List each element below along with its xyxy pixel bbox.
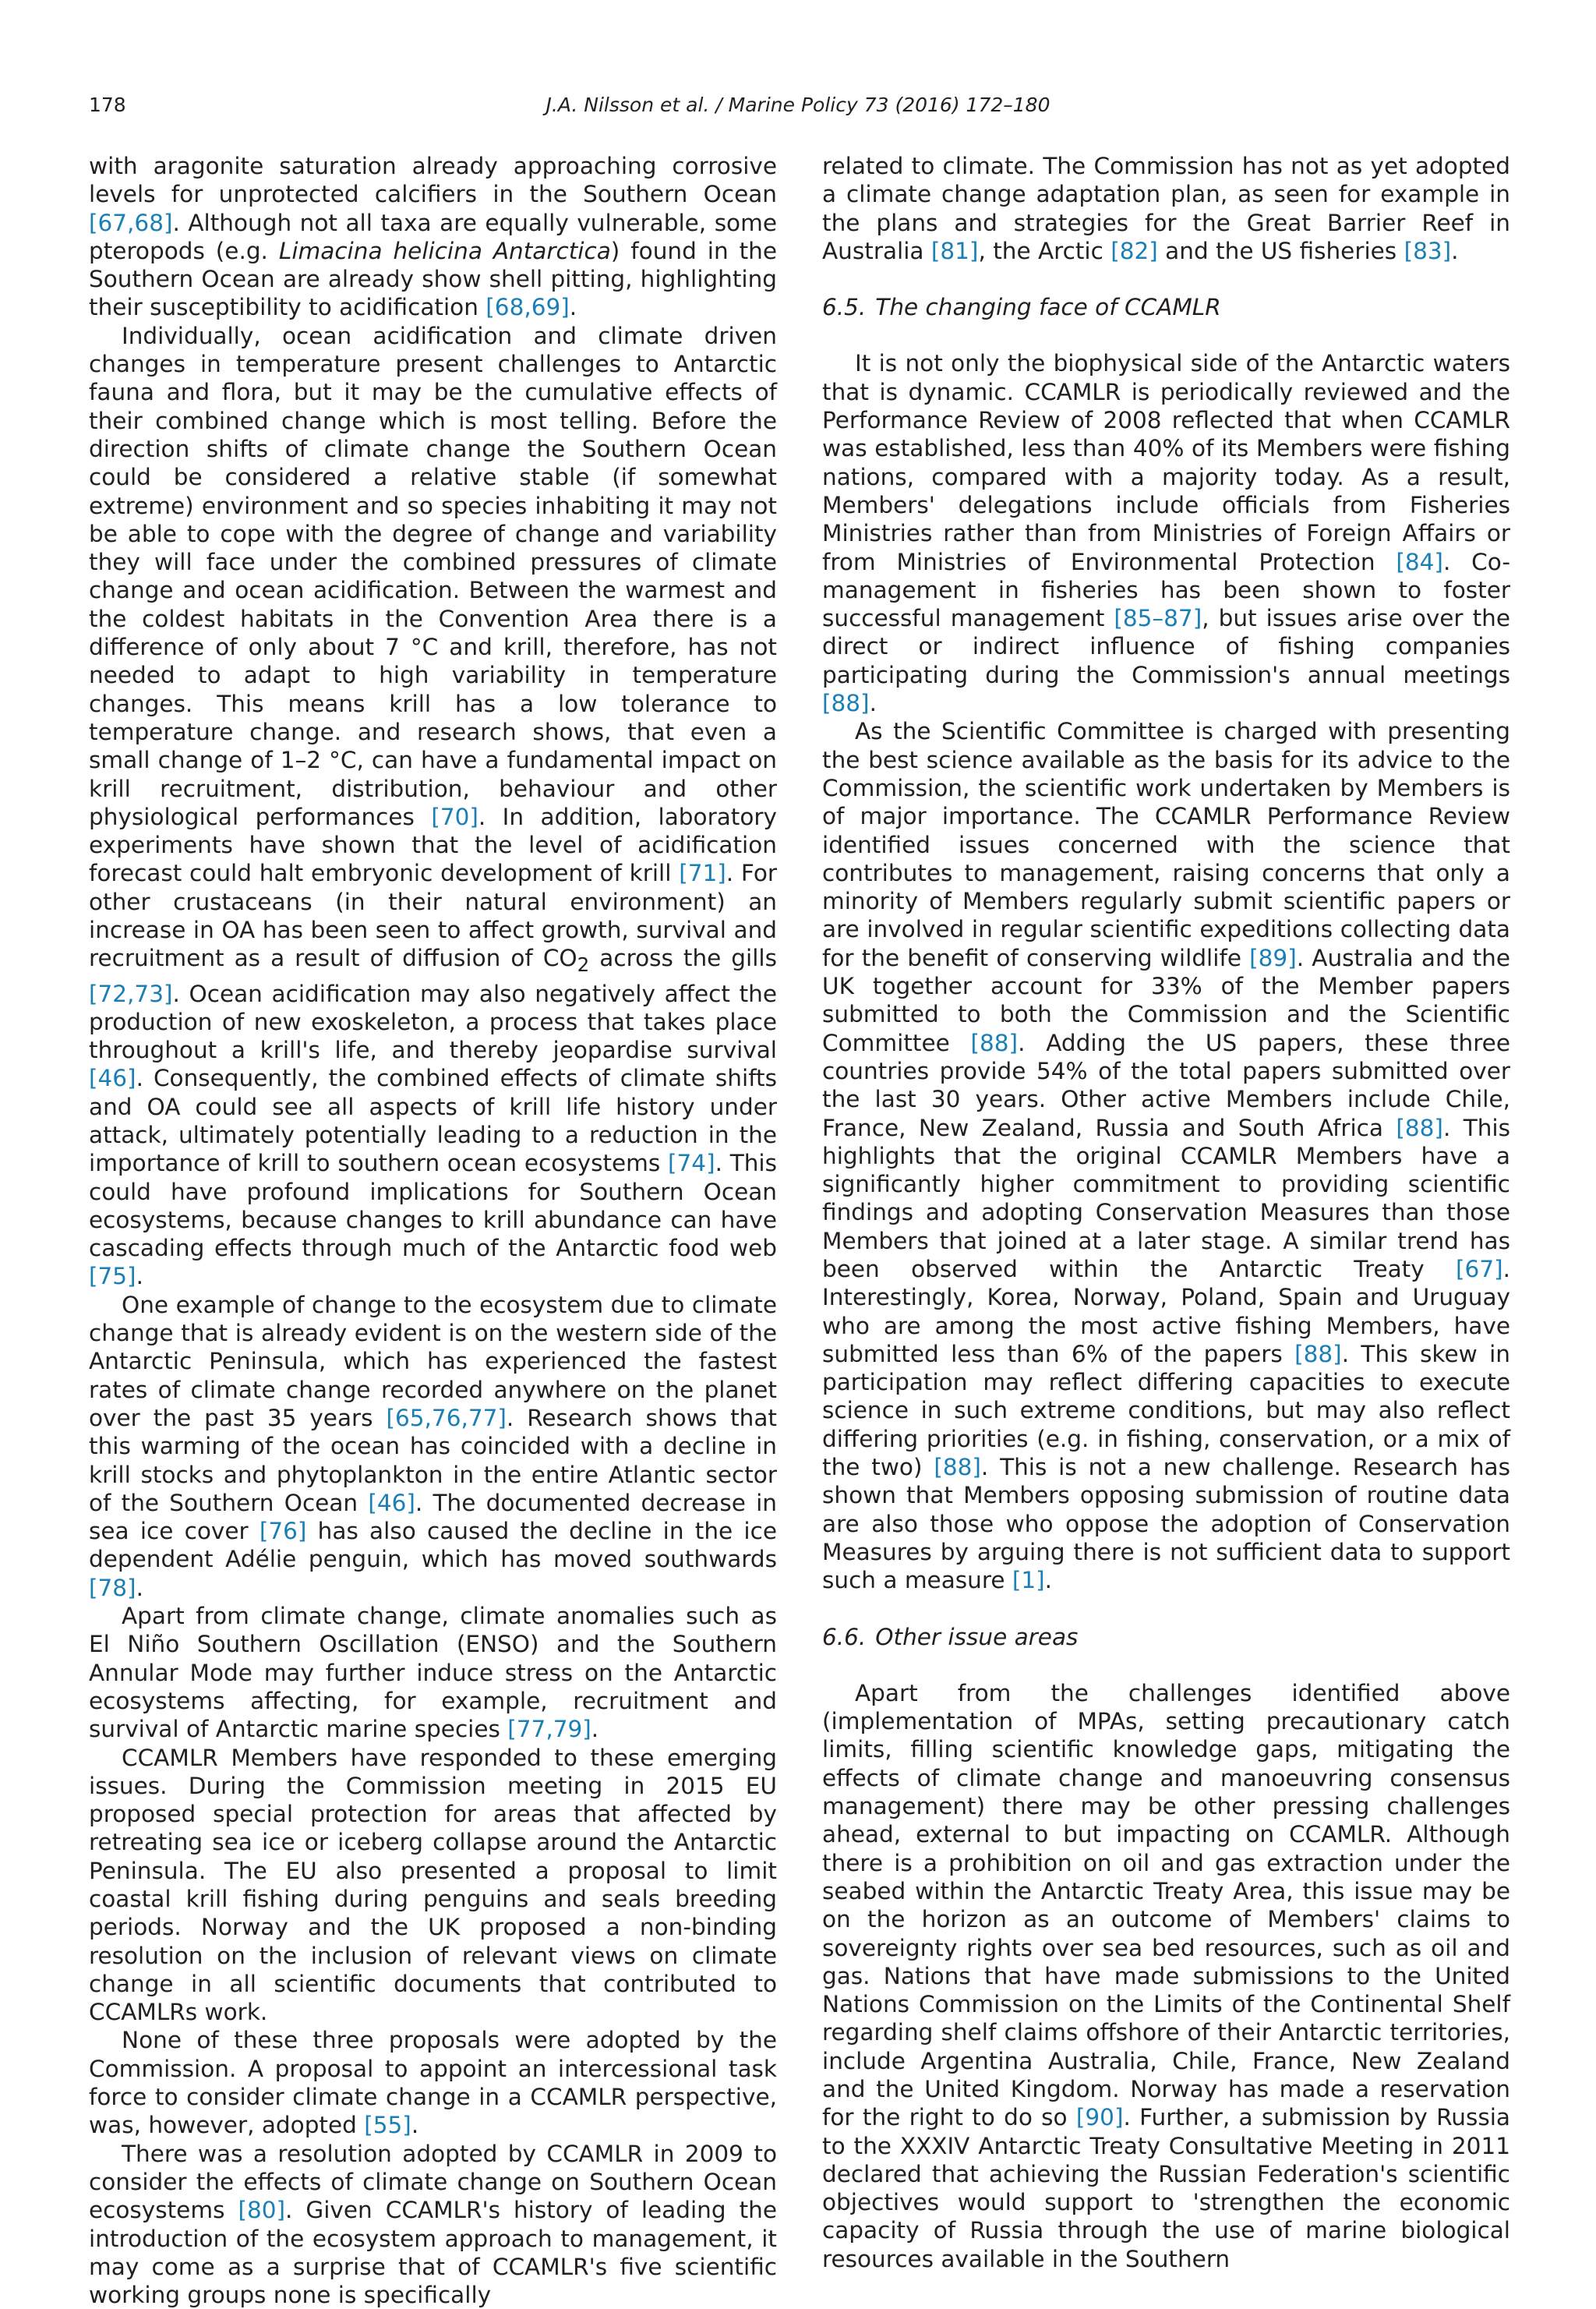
paragraph: None of these three proposals were adopted by the Commission. A proposal to appoint an intercessional task force to consider climate change in a CCAMLR perspective, was, however, adopted [55]. xyxy=(89,2027,777,2139)
citation-link[interactable]: [76] xyxy=(259,1518,307,1545)
citation-link[interactable]: [78] xyxy=(89,1574,136,1601)
citation-link[interactable]: [89] xyxy=(1249,944,1297,971)
citation-link[interactable]: [90] xyxy=(1075,2104,1124,2131)
section-heading: 6.6. Other issue areas xyxy=(822,1623,1079,1650)
paragraph: Apart from climate change, climate anomalies such as El Niño Southern Oscillation (ENSO) and the Southern Annular Mode may further induce stress on the Antarctic ecosystems affecting, for example, recruitment and survival of Antarctic marine species [77,79]. xyxy=(89,1603,777,1743)
citation-link[interactable]: [88] xyxy=(1396,1114,1443,1141)
citation-link[interactable]: [55] xyxy=(364,2112,411,2139)
species-name: Limacina helicina Antarctica xyxy=(278,237,611,264)
citation-link[interactable]: [88] xyxy=(1294,1340,1342,1367)
citation-link[interactable]: [1] xyxy=(1012,1567,1045,1594)
citation-link[interactable]: [77,79] xyxy=(507,1716,591,1743)
citation-link[interactable]: [88] xyxy=(934,1454,981,1481)
citation-link[interactable]: [67] xyxy=(1456,1255,1503,1282)
page-number: 178 xyxy=(89,94,126,116)
citation-link[interactable]: [81] xyxy=(930,237,979,264)
citation-link[interactable]: [80] xyxy=(238,2197,285,2224)
paragraph: with aragonite saturation already approaching corrosive levels for unprotected calcifiers in the Southern Ocean [67,68]. Although not all taxa are equally vulnerable, some pteropods (e.g. Limacina helicina Antarctica) found in the Southern Ocean are already show shell pitting, highlighting their susceptibility to acidification [68,69]. xyxy=(89,153,778,321)
section-heading: 6.5. The changing face of CCAMLR xyxy=(822,294,1221,321)
citation-link[interactable]: [46] xyxy=(89,1065,136,1092)
citation-link[interactable]: [72,73] xyxy=(89,980,173,1007)
citation-link[interactable]: [71] xyxy=(679,860,726,887)
citation-link[interactable]: [85–87] xyxy=(1114,605,1202,632)
citation-link[interactable]: [68,69] xyxy=(486,294,570,321)
citation-link[interactable]: [46] xyxy=(368,1489,415,1516)
citation-link[interactable]: [67,68] xyxy=(89,209,173,236)
paragraph: CCAMLR Members have responded to these emerging issues. During the Commission meeting in 2015 EU proposed special protection for areas that affected by retreating sea ice or iceberg collapse around the Antarctic Peninsula. The EU also presented a proposal to limit coastal krill fishing during penguins and seals breeding periods. Norway and the UK proposed a non-binding resolution on the inclusion of relevant views on climate change in all scientific documents that contributed to CCAMLRs work. xyxy=(89,1744,777,2026)
paragraph: There was a resolution adopted by CCAMLR in 2009 to consider the effects of climate change on Southern Ocean ecosystems [80]. Given CCAMLR's history of leading the introduction of the ecosystem approach to management, it may come as a surprise that of CCAMLR's five scientific working groups none is specifically xyxy=(89,2140,777,2309)
paragraph: One example of change to the ecosystem due to climate change that is already evident is on the western side of the Antarctic Peninsula, which has experienced the fastest rates of climate change recorded anywhere on the planet over the past 35 years [65,76,77]. Research shows that this warming of the ocean has coincided with a decline in krill stocks and phytoplankton in the entire Atlantic sector of the Southern Ocean [46]. The documented decrease in sea ice cover [76] has also caused the decline in the ice dependent Adélie penguin, which has moved southwards [78]. xyxy=(89,1291,778,1601)
paragraph: It is not only the biophysical side of the Antarctic waters that is dynamic. CCAMLR is periodically reviewed and the Performance Review of 2008 reflected that when CCAMLR was established, less than 40% of its Members were fishing nations, compared with a majority today. As a result, Members' delegations include officials from Fisheries Ministries rather than from Ministries of Foreign Affairs or from Ministries of Environmental Protection [84]. Co-management in fisheries has been shown to foster successful management [85–87], but issues arise over the direct or indirect influence of fishing companies participating during the Commission's annual meetings [88]. xyxy=(822,350,1510,717)
paragraph: Apart from the challenges identified above (implementation of MPAs, setting precautionary catch limits, filling scientific knowledge gaps, mitigating the effects of climate change and manoeuvring consensus management) there may be other pressing challenges ahead, external to but impacting on CCAMLR. Although there is a prohibition on oil and gas extraction under the seabed within the Antarctic Treaty Area, this issue may be on the horizon as an outcome of Members' claims to sovereignty rights over sea bed resources, such as oil and gas. Nations that have made submissions to the United Nations Commission on the Limits of the Continental Shelf regarding shelf claims offshore of their Antarctic territories, include Argentina Australia, Chile, France, New Zealand and the United Kingdom. Norway has made a reservation for the right to do so [90]. Further, a submission by Russia to the XXXIV Antarctic Treaty Consultative Meeting in 2011 declared that achieving the Russian Federation's scientific objectives would support to 'strengthen the economic capacity of Russia through the use of marine biological resources available in the Southern xyxy=(822,1679,1510,2272)
citation-link[interactable]: [83] xyxy=(1404,237,1452,264)
citation-link[interactable]: [70] xyxy=(431,803,478,830)
paragraph: As the Scientific Committee is charged with presenting the best science available as the basis for its advice to the Commission, the scientific work undertaken by Members is of major importance. The CCAMLR Performance Review identified issues concerned with the science that contributes to management, raising concerns that only a minority of Members regularly submit scientific papers or are involved in regular scientific expeditions collecting data for the benefit of conserving wildlife [89]. Australia and the UK together account for 33% of the Member papers submitted to both the Commission and the Scientific Committee [88]. Adding the US papers, these three countries provide 54% of the total papers submitted over the last 30 years. Other active Members include Chile, France, New Zealand, Russia and South Africa [88]. This highlights that the original CCAMLR Members have a significantly higher commitment to providing scientific findings and adopting Conservation Measures than those Members that joined at a later stage. A similar trend has been observed within the Antarctic Treaty [67]. Interestingly, Korea, Norway, Poland, Spain and Uruguay who are among the most active fishing Members, have submitted less than 6% of the papers [88]. This skew in participation may reflect differing capacities to execute science in such extreme conditions, but may also reflect differing priorities (e.g. in fishing, conservation, or a mix of the two) [88]. This is not a new challenge. Research has shown that Members opposing submission of routine data are also those who oppose the adoption of Conservation Measures by arguing there is not sufficient data to support such a measure [1]. xyxy=(822,718,1510,1594)
paragraph: related to climate. The Commission has not as yet adopted a climate change adaptation plan, as seen for example in the plans and strategies for the Great Barrier Reef in Australia [81], the Arctic [82] and the US fisheries [83]. xyxy=(822,153,1510,264)
citation-link[interactable]: [82] xyxy=(1110,237,1158,264)
citation-link[interactable]: [75] xyxy=(89,1263,136,1290)
running-header: J.A. Nilsson et al. / Marine Policy 73 (2016) 172–180 xyxy=(546,94,1050,116)
left-column xyxy=(89,152,777,2309)
citation-link[interactable]: [84] xyxy=(1396,548,1443,575)
paragraph: Individually, ocean acidification and climate driven changes in temperature present challenges to Antarctic fauna and flora, but it may be the cumulative effects of their combined change which is most telling. Before the direction shifts of climate change the Southern Ocean could be considered a relative stable (if somewhat extreme) environment and so species inhabiting it may not be able to cope with the degree of change and variability they will face under the combined pressures of climate change and ocean acidification. Between the warmest and the coldest habitats in the Convention Area there is a difference of only about 7 °C and krill, therefore, has not needed to adapt to high variability in temperature changes. This means krill has a low tolerance to temperature change. and research shows, that even a small change of 1–2 °C, can have a fundamental impact on krill recruitment, distribution, behaviour and other physiological performances [70]. In addition, laboratory experiments have shown that the level of acidification forecast could halt embryonic development of krill [71]. For other crustaceans (in their natural environment) an increase in OA has been seen to affect growth, survival and recruitment as a result of diffusion of $CO_2$ across the gills [72,73]. Ocean acidification may also negatively affect the production of new exoskeleton, a process that takes place throughout a krill's life, and thereby jeopardise survival [46]. Consequently, the combined effects of climate shifts and OA could see all aspects of krill life history under attack, ultimately potentially leading to a reduction in the importance of krill to southern ocean ecosystems [74]. This could have profound implications for Southern Ocean ecosystems, because changes to krill abundance can have cascading effects through much of the Antarctic food web [75]. xyxy=(89,322,777,1290)
citation-link[interactable]: [88] xyxy=(822,690,870,717)
citation-link[interactable]: [88] xyxy=(970,1029,1019,1056)
citation-link[interactable]: [74] xyxy=(668,1150,715,1177)
citation-link[interactable]: [65,76,77] xyxy=(386,1404,507,1431)
right-column xyxy=(822,152,1510,2273)
subscript: 2 xyxy=(577,953,590,977)
